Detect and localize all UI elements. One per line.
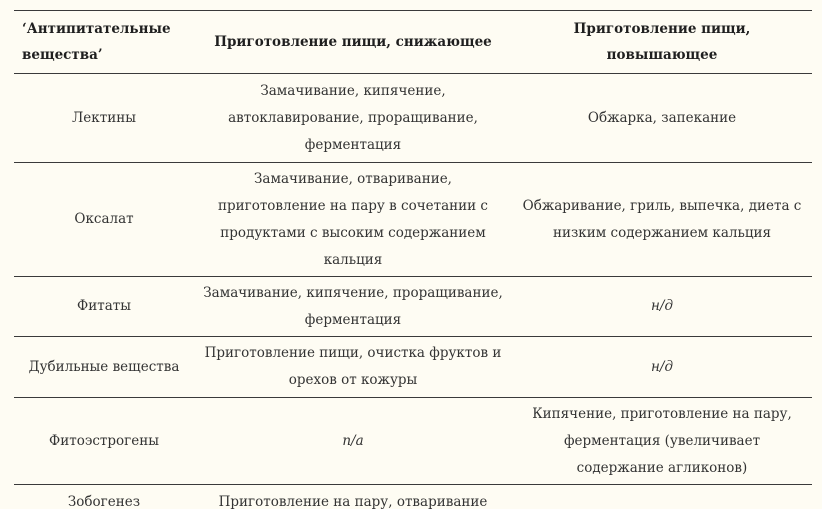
- table-header-row: [14, 11, 812, 74]
- cell-increasing: н/д: [512, 337, 812, 398]
- cell-reducing: Замачивание, кипячение, автоклавирование, проращивание, ферментация: [194, 74, 512, 163]
- cell-reducing: Замачивание, кипячение, проращивание, ферментация: [194, 277, 512, 337]
- cell-increasing: Обжаривание, гриль, выпечка, диета с низким содержанием кальция: [512, 163, 812, 277]
- cell-substance: Фитоэстрогены: [14, 398, 194, 485]
- header-reducing: Приготовление пищи, снижающее: [194, 11, 512, 74]
- antinutrients-table: [14, 10, 812, 509]
- cell-increasing: Кипячение, приготовление на пару, ферментация (увеличивает содержание агликонов): [512, 398, 812, 485]
- cell-increasing: н/д: [512, 277, 812, 337]
- table-row: [14, 485, 812, 509]
- cell-substance: Дубильные вещества: [14, 337, 194, 398]
- cell-reducing: Приготовление на пару, отваривание: [194, 485, 512, 509]
- cell-increasing: Обжарка, запекание: [512, 74, 812, 163]
- cell-reducing: Замачивание, отваривание, приготовление на пару в сочетании с продуктами с высоким содержанием кальция: [194, 163, 512, 277]
- table-row: [14, 163, 812, 277]
- cell-reducing: n/a: [194, 398, 512, 485]
- table-row: [14, 74, 812, 163]
- cell-substance: Фитаты: [14, 277, 194, 337]
- cell-increasing: [512, 485, 812, 509]
- header-increasing: Приготовление пищи, повышающее: [512, 11, 812, 74]
- table-row: [14, 398, 812, 485]
- table-row: [14, 337, 812, 398]
- cell-substance: Лектины: [14, 74, 194, 163]
- header-substance: ‘Антипитательные вещества’: [14, 11, 194, 74]
- cell-substance: Оксалат: [14, 163, 194, 277]
- cell-substance: Зобогенез: [14, 485, 194, 509]
- cell-reducing: Приготовление пищи, очистка фруктов и орехов от кожуры: [194, 337, 512, 398]
- table-row: [14, 277, 812, 337]
